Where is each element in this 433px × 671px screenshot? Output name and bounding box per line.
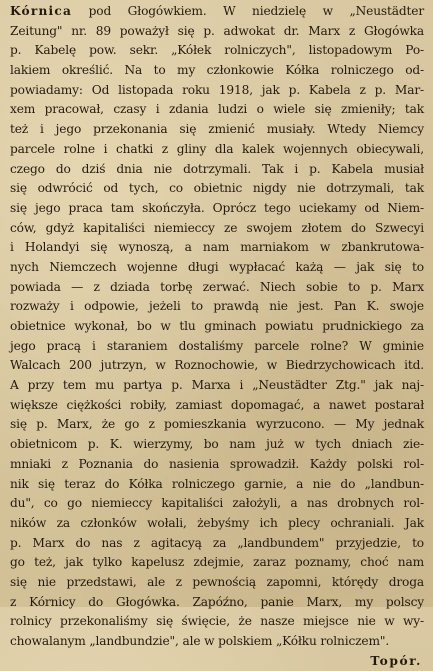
article-line: Zeitung" nr. 89 poważył się p. adwokat dr. Marx z Głogówka	[10, 23, 424, 38]
article-line: się nie przedstawi, ale z pewnością zapomni, którędy droga	[10, 574, 424, 589]
article-line: się odwrócić od tych, co obietnic nigdy nie dotrzymali, tak	[10, 181, 424, 196]
article-line: A przy tem mu partya p. Marxa i „Neustädter Ztg." jak naj-	[10, 378, 424, 393]
article-line: jego pracą i staraniem dostaliśmy parcele rolne? W gminie	[10, 338, 424, 353]
author-signature: Topór.	[370, 653, 422, 668]
article-line: powiada — z dziada torbę zerwać. Niech sobie to p. Marx	[10, 279, 424, 294]
article-line: obietnice wykonał, bo w tlu gminach powiatu prudnickiego za	[10, 319, 424, 333]
article-line: mniaki z Poznania do nasienia sprowadził. Każdy polski rol-	[10, 456, 424, 471]
article-line: rozważy i odpowie, jeżeli to prawdą nie jest. Pan K. swoje	[10, 299, 424, 314]
article-line: lakiem określić. Na to my członkowie Kółka rolniczego od-	[10, 63, 424, 78]
article-line: parcele rolne i chatki z gliny dla kalek wojennych obiecywali,	[10, 141, 424, 156]
article-line: obietnicom p. K. wierzymy, bo nam już w tych dniach zie-	[10, 437, 424, 452]
article-line: go też, jak tylko kapelusz zdejmie, zaraz poznamy, choć nam	[10, 555, 424, 570]
article-line: czego do dziś dnia nie dotrzymali. Tak i p. Kabela musiał	[10, 161, 424, 176]
first-line-text: pod Głogówkiem. W niedzielę w „Neustädter	[72, 4, 424, 18]
article-line: p. Kabelę pow. sekr. „Kółek rolniczych", listopadowym Po-	[10, 43, 424, 58]
article-line: chowalanym „landbundzie", ale w polskiem „Kółku rolniczem".	[10, 634, 390, 648]
article-line: xem pracował, czasy i zdania ludzi o wiele się zmieniły; tak	[10, 102, 424, 117]
article-line: rolnicy przekonaliśmy się święcie, że nasze miejsce nie w wy-	[10, 614, 424, 629]
article-body	[10, 22, 424, 652]
article-line: nik się teraz do Kółka rolniczego garnie, a nie do „landbun-	[10, 476, 424, 491]
article-line-1	[10, 2, 424, 22]
article-line: się jego praca tam skończyła. Oprócz tego uciekamy od Niem-	[10, 200, 424, 215]
article-line: du", co go niemieccy kapitaliści założyli, a nas drobnych rol-	[10, 496, 424, 511]
article-headword: Kórnica	[10, 4, 73, 18]
article-line: się p. Marx, że go z pomieszkania wyrzucono. — My jednak	[10, 417, 424, 432]
article-line: większe ciężkości robiły, zamiast dopomagać, a nawet postarał	[10, 397, 424, 412]
article-line: nych Niemczech wojenne długi wypłacać każą — jak się to	[10, 259, 424, 274]
article-line: powiadamy: Od listopada roku 1918, jak p. Kabela z p. Mar-	[10, 82, 424, 97]
article-line: Walcach 200 jutrzyn, w Roznochowie, w Biedrzychowicach itd.	[10, 358, 424, 373]
article-line: i Holandyi się wynoszą, a nam marniakom w zbankrutowa-	[10, 240, 424, 255]
article-line: też i jego przekonania się zmienić musiały. Wtedy Niemcy	[10, 122, 424, 137]
article-line: p. Marx do nas z agitacyą za „landbundem" przyjedzie, to	[10, 535, 424, 550]
article-line: z Kórnicy do Głogówka. Zapóźno, panie Marx, my polscy	[10, 594, 424, 609]
article-line: ców, gdyż kapitaliści niemieccy ze swojem złotem do Szwecyi	[10, 220, 424, 235]
article-line: ników za członków wołali, żebyśmy ich plecy ochraniali. Jak	[10, 515, 424, 530]
